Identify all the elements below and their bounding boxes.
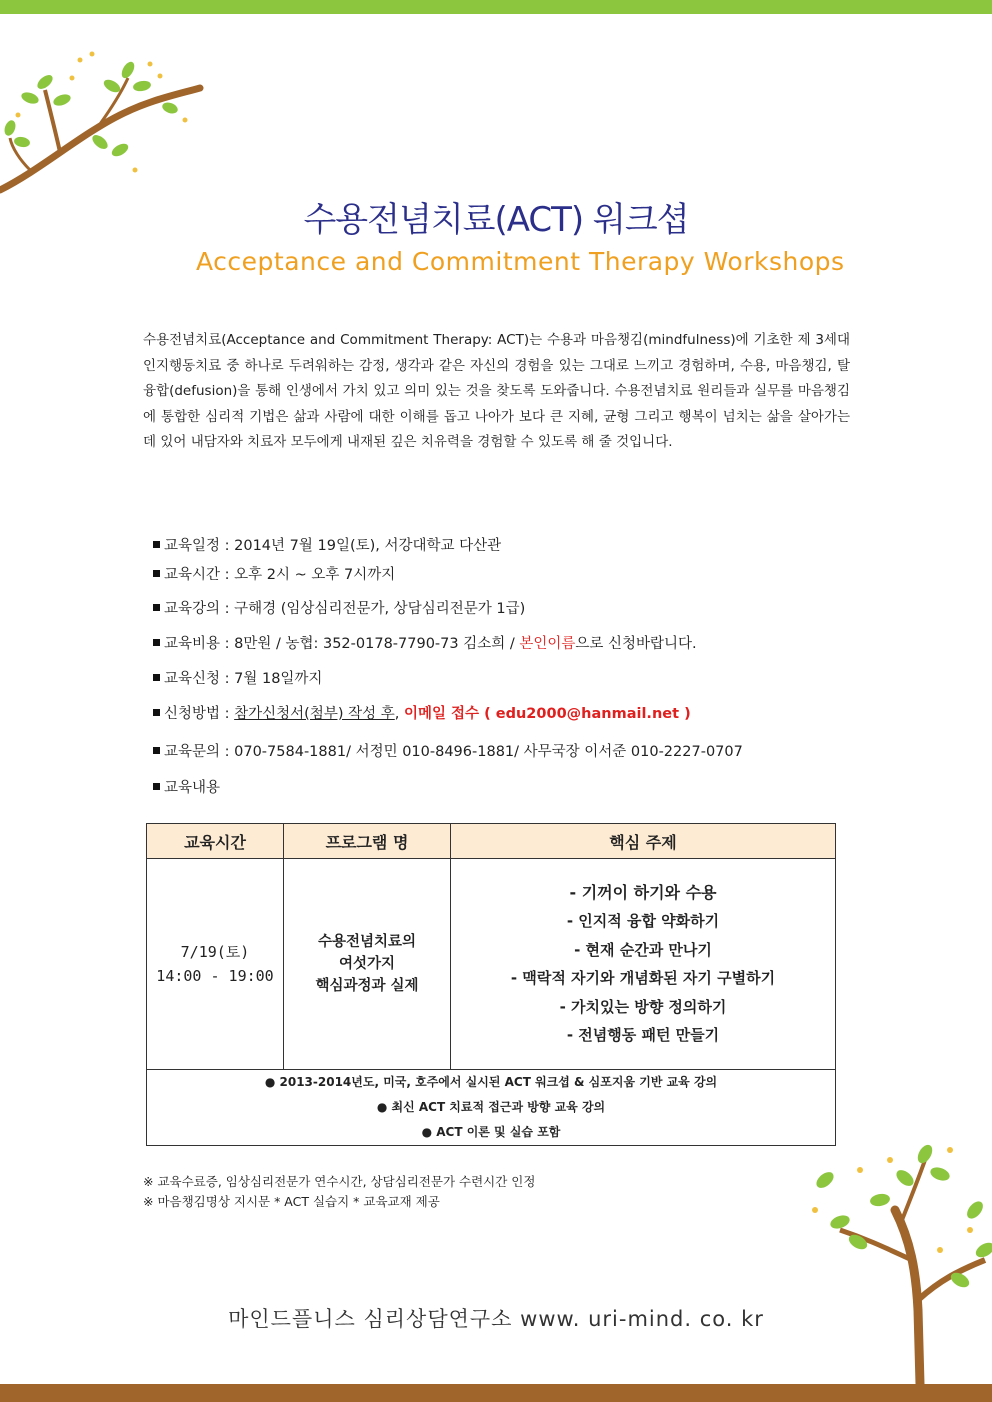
tree-branch-icon-top-left [0,20,210,200]
info-schedule [153,534,501,555]
info-lecturer-text: 교육강의 : 구해경 (임상심리전문가, 상담심리전문가 1급) [164,601,526,617]
table-notes-row [147,1070,836,1146]
topic-item: - 현재 순간과 만나기 [574,940,712,959]
info-method-form: 참가신청서(첨부) 작성 후 [234,706,395,722]
cell-topics [451,859,836,1070]
info-time [153,563,395,584]
info-fee-prefix: 교육비용 : 8만원 / 농협: 352-0178-7790-73 김소희 / [164,636,520,652]
footnote-item: ※ 교육수료증, 임상심리전문가 연수시간, 상담심리전문가 수련시간 인정 [143,1174,536,1189]
topic-item: - 인지적 융합 약화하기 [566,912,720,930]
bullet-square-icon [153,783,160,790]
bullet-square-icon [153,570,160,577]
header-time: 교육시간 [147,824,284,859]
table-header-row [147,824,836,859]
table-row [147,859,836,1070]
top-green-bar [0,0,992,14]
topic-item: - 기꺼이 하기와 수용 [569,882,717,902]
topic-item: - 가치있는 방향 정의하기 [559,997,727,1016]
bottom-brown-bar [0,1384,992,1402]
time-range: 14:00 - 19:00 [156,967,274,985]
cell-time [147,859,284,1070]
topic-item: - 전념행동 패턴 만들기 [566,1026,720,1044]
cell-notes [147,1070,836,1146]
note-item: ● 2013-2014년도, 미국, 호주에서 실시된 ACT 워크셥 & 심포지움 기반 교육 강의 [264,1075,718,1089]
header-program: 프로그램 명 [284,824,451,859]
info-schedule-text: 교육일정 : 2014년 7월 19일(토), 서강대학교 다산관 [164,538,502,554]
info-time-text: 교육시간 : 오후 2시 ~ 오후 7시까지 [164,567,396,583]
time-date: 7/19(토) [180,943,250,961]
info-fee [153,632,697,653]
footnote-item: ※ 마음챙김명상 지시문 * ACT 실습지 * 교육교재 제공 [143,1194,440,1209]
header-topic: 핵심 주제 [451,824,836,859]
info-contact-text: 교육문의 : 070-7584-1881/ 서정민 010-8496-1881/ 사무국장 이서준 010-2227-0707 [164,744,743,760]
info-contact [153,740,743,761]
page-subtitle-english: Acceptance and Commitment Therapy Workshops [196,247,845,276]
bullet-square-icon [153,604,160,611]
program-line: 여섯가지 [338,956,396,972]
info-deadline-text: 교육신청 : 7월 18일까지 [164,671,323,687]
info-fee-suffix: 으로 신청바랍니다. [575,636,697,652]
info-content-text: 교육내용 [164,780,221,796]
info-content [153,776,220,797]
info-method-prefix: 신청방법 : [164,706,235,722]
bullet-square-icon [153,747,160,754]
page-title: 수용전념치료(ACT) 워크셥 [303,200,689,240]
program-line: 수용전념치료의 [317,934,417,950]
info-fee-highlight: 본인이름 [519,636,576,652]
schedule-table [146,823,836,1146]
tree-icon-bottom-right [800,1130,992,1384]
footnotes [143,1172,535,1212]
info-method-comma: , [394,706,404,722]
bullet-square-icon [153,639,160,646]
footer-institute: 마인드플니스 심리상담연구소 www. uri-mind. co. kr [228,1307,764,1331]
bullet-square-icon [153,541,160,548]
info-method [153,702,691,723]
info-method-email[interactable]: 이메일 접수 ( edu2000@hanmail.net ) [403,706,691,722]
bullet-square-icon [153,709,160,716]
intro-paragraph: 수용전념치료(Acceptance and Commitment Therapy: ACT)는 수용과 마음챙김(mindfulness)에 기초한 제 3세대 인지행동치료 중 하나로 두려워하는 감정, 생각과 같은 자신의 경험을 있는 그대로 느끼고 경험하며, 수용, 마음챙김, 탈융합(defusion)을 통해 인생에서 가치 있고 의미 있는 것을 찾도록 도와줍니다. 수용전념치료 원리들과 실무를 마음챙김에 통합한 심리적 기법은 삶과 사람에 대한 이해를 돕고 나아가 보다 큰 지혜, 균형 그리고 행복이 넘치는 삶을 살아가는 데 있어 내담자와 치료자 모두에게 내재된 깊은 치유력을 경험할 수 있도록 해 줄 것입니다. [143,332,850,451]
note-item: ● 최신 ACT 치료적 접근과 방향 교육 강의 [376,1100,606,1114]
note-item: ● ACT 이론 및 실습 포함 [421,1125,561,1139]
topic-item: - 맥락적 자기와 개념화된 자기 구별하기 [510,969,776,987]
cell-program [284,859,451,1070]
info-deadline [153,667,322,688]
info-lecturer [153,597,525,618]
program-line: 핵심과정과 실제 [315,978,419,994]
bullet-square-icon [153,674,160,681]
